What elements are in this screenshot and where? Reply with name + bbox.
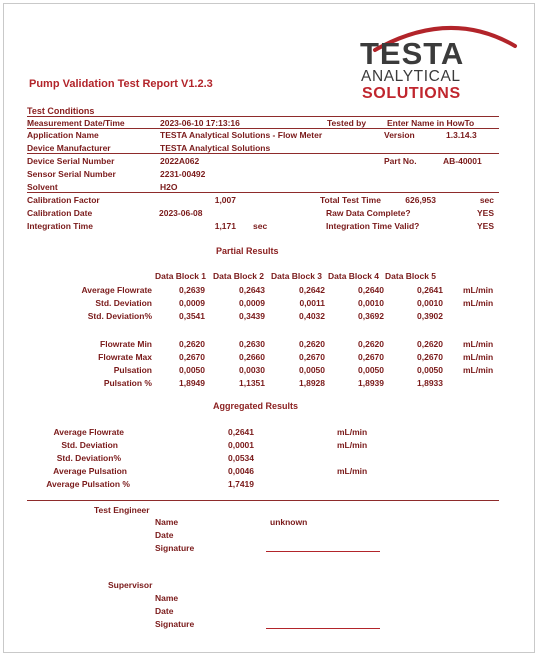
engineer-name-value: unknown [270, 517, 308, 527]
column-header-3: Data Block 3 [271, 271, 323, 281]
supervisor-name-label: Name [155, 593, 179, 603]
table-cell: 0,2641 [417, 285, 443, 295]
supervisor-heading: Supervisor [108, 580, 153, 590]
table-cell: 0,4032 [299, 311, 325, 321]
row-label: Flowrate Max [98, 352, 152, 362]
row-label: Flowrate Min [100, 339, 152, 349]
aggregated-label: Average Flowrate [53, 427, 124, 437]
row-label: Std. Deviation% [87, 311, 152, 321]
test-conditions-heading: Test Conditions [27, 106, 95, 116]
solvent-label: Solvent [27, 182, 58, 192]
aggregated-label: Std. Deviation% [56, 453, 121, 463]
table-cell: 0,2670 [179, 352, 205, 362]
column-header-1: Data Block 1 [155, 271, 207, 281]
table-cell: 0,2630 [239, 339, 265, 349]
unit-label: mL/min [463, 285, 494, 295]
device-serial-value: 2022A062 [160, 156, 200, 166]
table-cell: 0,2643 [239, 285, 265, 295]
table-cell: 0,0009 [239, 298, 265, 308]
sensor-serial-label: Sensor Serial Number [27, 169, 116, 179]
logo-line-1: TESTA [360, 36, 465, 71]
table-cell: 0,0011 [299, 298, 325, 308]
application-name-label: Application Name [27, 130, 99, 140]
table-cell: 0,2620 [179, 339, 205, 349]
divider [27, 192, 499, 193]
aggregated-value: 0,0534 [228, 453, 254, 463]
version-value: 1.3.14.3 [446, 130, 477, 140]
table-cell: 0,0050 [179, 365, 205, 375]
part-number-label: Part No. [384, 156, 417, 166]
integration-time-valid-label: Integration Time Valid? [326, 221, 420, 231]
calibration-factor-value: 1,007 [214, 195, 236, 205]
aggregated-label: Std. Deviation [61, 440, 118, 450]
table-cell: 0,0030 [239, 365, 265, 375]
tested-by-label: Tested by [327, 118, 367, 128]
row-label: Average Flowrate [81, 285, 152, 295]
calibration-date-value: 2023-06-08 [159, 208, 203, 218]
table-cell: 0,3541 [179, 311, 205, 321]
unit-label: mL/min [463, 339, 494, 349]
aggregated-results-heading: Aggregated Results [213, 401, 299, 411]
partial-results-heading: Partial Results [216, 246, 279, 256]
table-cell: 1,8928 [299, 378, 325, 388]
table-cell: 1,8939 [358, 378, 384, 388]
supervisor-signature-label: Signature [155, 619, 195, 629]
table-cell: 0,2642 [299, 285, 325, 295]
raw-data-complete-label: Raw Data Complete? [326, 208, 411, 218]
engineer-signature-label: Signature [155, 543, 195, 553]
table-cell: 0,0050 [299, 365, 325, 375]
aggregated-unit: mL/min [337, 466, 368, 476]
table-cell: 0,2670 [417, 352, 443, 362]
table-cell: 0,0050 [358, 365, 384, 375]
integration-time-unit: sec [253, 221, 268, 231]
total-test-time-label: Total Test Time [320, 195, 381, 205]
aggregated-label: Average Pulsation [53, 466, 127, 476]
divider [27, 116, 499, 117]
unit-label: mL/min [463, 352, 494, 362]
application-name-value: TESTA Analytical Solutions - Flow Meter [160, 130, 323, 140]
table-cell: 0,2640 [358, 285, 384, 295]
table-cell: 0,2670 [299, 352, 325, 362]
table-cell: 0,2670 [358, 352, 384, 362]
test-engineer-heading: Test Engineer [94, 505, 150, 515]
engineer-name-label: Name [155, 517, 179, 527]
table-cell: 0,2639 [179, 285, 205, 295]
measurement-date-value: 2023-06-10 17:13:16 [160, 118, 240, 128]
divider [27, 500, 499, 501]
aggregated-label: Average Pulsation % [46, 479, 130, 489]
total-test-time-value: 626,953 [405, 195, 436, 205]
row-label: Pulsation [113, 365, 152, 375]
table-cell: 1,8933 [417, 378, 443, 388]
aggregated-unit: mL/min [337, 427, 368, 437]
table-cell: 0,3439 [239, 311, 265, 321]
table-cell: 0,2620 [417, 339, 443, 349]
table-cell: 1,1351 [239, 378, 265, 388]
tested-by-value: Enter Name in HowTo [387, 118, 475, 128]
calibration-date-label: Calibration Date [27, 208, 93, 218]
column-header-2: Data Block 2 [213, 271, 265, 281]
logo-line-2: ANALYTICAL [361, 68, 461, 85]
device-serial-label: Device Serial Number [27, 156, 115, 166]
table-cell: 0,0010 [358, 298, 384, 308]
device-manufacturer-value: TESTA Analytical Solutions [160, 143, 271, 153]
measurement-date-label: Measurement Date/Time [27, 118, 125, 128]
table-cell: 0,0010 [417, 298, 443, 308]
calibration-factor-label: Calibration Factor [27, 195, 100, 205]
table-cell: 0,2620 [299, 339, 325, 349]
table-cell: 0,2660 [239, 352, 265, 362]
aggregated-value: 0,0001 [228, 440, 254, 450]
column-header-4: Data Block 4 [328, 271, 380, 281]
divider [27, 128, 499, 129]
version-label: Version [384, 130, 415, 140]
column-header-5: Data Block 5 [385, 271, 437, 281]
aggregated-value: 1,7419 [228, 479, 254, 489]
raw-data-complete-value: YES [476, 208, 494, 218]
table-cell: 0,3902 [417, 311, 443, 321]
integration-time-valid-value: YES [476, 221, 494, 231]
table-cell: 0,3692 [358, 311, 384, 321]
part-number-value: AB-40001 [443, 156, 482, 166]
engineer-date-label: Date [155, 530, 174, 540]
table-cell: 0,0009 [179, 298, 205, 308]
aggregated-value: 0,2641 [228, 427, 254, 437]
table-cell: 1,8949 [179, 378, 205, 388]
row-label: Std. Deviation [95, 298, 152, 308]
table-cell: 0,2620 [358, 339, 384, 349]
integration-time-value: 1,171 [214, 221, 236, 231]
report-title: Pump Validation Test Report V1.2.3 [29, 78, 213, 90]
supervisor-signature-line [266, 628, 380, 629]
divider [27, 153, 499, 154]
solvent-value: H2O [160, 182, 178, 192]
engineer-signature-line [266, 551, 380, 552]
row-label: Pulsation % [103, 378, 152, 388]
aggregated-value: 0,0046 [228, 466, 254, 476]
unit-label: mL/min [463, 298, 494, 308]
total-test-time-unit: sec [479, 195, 494, 205]
unit-label: mL/min [463, 365, 494, 375]
supervisor-date-label: Date [155, 606, 174, 616]
aggregated-unit: mL/min [337, 440, 368, 450]
device-manufacturer-label: Device Manufacturer [27, 143, 111, 153]
sensor-serial-value: 2231-00492 [160, 169, 206, 179]
logo-line-3: SOLUTIONS [362, 85, 461, 102]
integration-time-label: Integration Time [27, 221, 93, 231]
table-cell: 0,0050 [417, 365, 443, 375]
